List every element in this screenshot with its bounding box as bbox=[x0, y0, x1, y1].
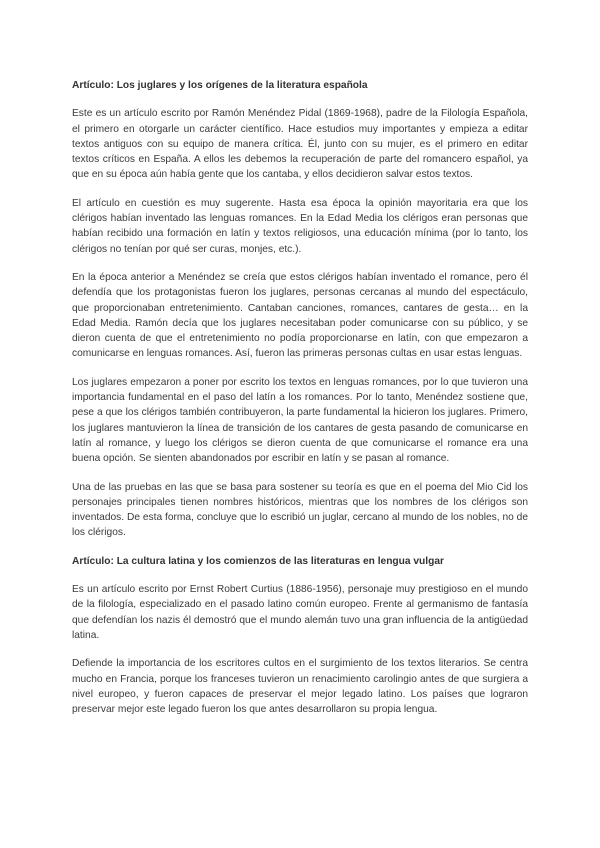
paragraph: Este es un artículo escrito por Ramón Menéndez Pidal (1869-1968), padre de la Filología Española, el primero en otorgarle un carácter científico. Hace estudios muy importantes y empieza a editar textos antiguos con su equipo de manera crítica. Él, junto con su mujer, es el primero en editar textos críticos en España. A ellos les debemos la recuperación de parte del romancero español, ya que en su época aún había gente que los cantaba, y ellos decidieron salvar estos textos. bbox=[72, 108, 528, 181]
document-page bbox=[72, 78, 528, 730]
section-heading-cultura-latina: Artículo: La cultura latina y los comienzos de las literaturas en lengua vulgar bbox=[72, 555, 444, 567]
paragraph: En la época anterior a Menéndez se creía que estos clérigos habían inventado el romance, pero él defendía que los protagonistas fueron los juglares, personas cercanas al mundo del espectáculo, que proporcionaban entretenimiento. Cantaban canciones, romances, cantares de gesta… en la Edad Media. Ramón decía que los juglares necesitaban poder comunicarse con su público, y se dieron cuenta de que el entretenimiento no podía proporcionarse en latín, con que empezaron a comunicarse en lenguas romances. Así, fueron las primeras personas cultas en usar estas lenguas. bbox=[72, 271, 528, 360]
section-heading-juglares: Artículo: Los juglares y los orígenes de la literatura española bbox=[72, 80, 368, 91]
paragraph: El artículo en cuestión es muy sugerente. Hasta esa época la opinión mayoritaria era que los clérigos habían inventado las lenguas romances. En la Edad Media los clérigos eran personas que habían recibido una formación en latín y textos religiosos, una educación mínima (por lo tanto, los clérigos no tenían por qué ser curas, monjes, etc.). bbox=[72, 197, 528, 255]
paragraph: Los juglares empezaron a poner por escrito los textos en lenguas romances, por lo que tuvieron una importancia fundamental en el paso del latín a los romances. Por lo tanto, Menéndez sostiene que, pese a que los clérigos también contribuyeron, la parte fundamental la hicieron los juglares. Primero, los juglares mantuvieron la línea de transición de los cantares de gesta pasando de comunicarse en latín al romance, y luego los clérigos se dieron cuenta de que comunicarse el romance era una buena opción. Se sienten abandonados por escribir en latín y se pasan al romance. bbox=[72, 376, 528, 465]
paragraph: Defiende la importancia de los escritores cultos en el surgimiento de los textos literarios. Se centra mucho en Francia, porque los franceses tuvieron un renacimiento carolingio antes de que surgiera a nivel europeo, y fueron capaces de preservar el mejor legado latino. Los países que lograron preservar mejor este legado fueron los que antes desarrollaron su propia lengua. bbox=[72, 658, 528, 716]
paragraph: Una de las pruebas en las que se basa para sostener su teoría es que en el poema del Mio Cid los personajes principales tienen nombres históricos, mientras que los nombres de los clérigos son inventados. De esta forma, concluye que lo escribió un juglar, cercano al mundo de los nobles, no de los clérigos. bbox=[72, 481, 528, 539]
paragraph: Es un artículo escrito por Ernst Robert Curtius (1886-1956), personaje muy prestigioso en el mundo de la filología, especializado en el pasado latino común europeo. Frente al germanismo de fantasía que defendían los nazis él demostró que el mundo alemán tuvo una gran influencia de la antigüedad latina. bbox=[72, 584, 528, 641]
